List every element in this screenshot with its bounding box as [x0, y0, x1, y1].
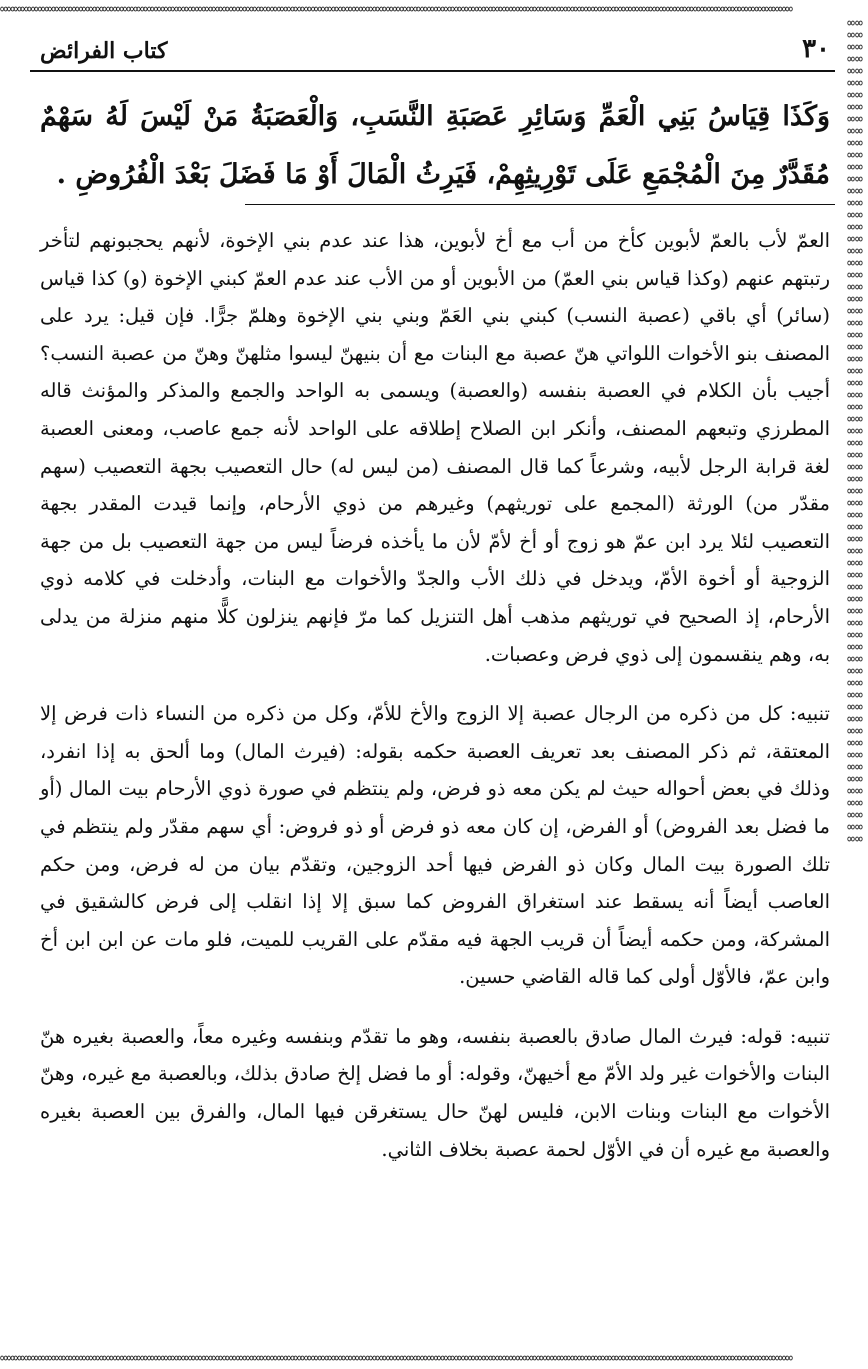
header-rule — [30, 70, 835, 72]
bottom-chain-border: ∞∞∞∞∞∞∞∞∞∞∞∞∞∞∞∞∞∞∞∞∞∞∞∞∞∞∞∞∞∞∞∞∞∞∞∞∞∞∞∞∞∞∞∞∞∞∞∞∞∞∞∞∞∞∞∞∞∞∞∞∞∞∞∞∞∞∞∞∞∞∞∞∞∞∞∞∞∞∞∞∞∞∞∞∞∞∞∞∞∞∞∞∞∞∞∞∞∞∞∞∞∞∞∞∞∞∞∞∞∞∞∞∞∞∞∞ — [0, 1351, 792, 1366]
top-chain-border: ∞∞∞∞∞∞∞∞∞∞∞∞∞∞∞∞∞∞∞∞∞∞∞∞∞∞∞∞∞∞∞∞∞∞∞∞∞∞∞∞∞∞∞∞∞∞∞∞∞∞∞∞∞∞∞∞∞∞∞∞∞∞∞∞∞∞∞∞∞∞∞∞∞∞∞∞∞∞∞∞∞∞∞∞∞∞∞∞∞∞∞∞∞∞∞∞∞∞∞∞∞∞∞∞∞∞∞∞∞∞∞∞∞∞∞∞ — [0, 2, 792, 17]
commentary-paragraph: العمّ لأب بالعمّ لأبوين كأخ من أب مع أخ لأبوين، هذا عند عدم بني الإخوة، لأنهم يحجبونهم لتأخر رتبتهم عنهم (وكذا قياس بني العمّ) من الأبوين أو من الأب عند عدم العمّ كبني الإخوة (و) كذا قياس (سائر) أي باقي (عصبة النسب) كبني بني العَمّ وبني بني الإخوة وهلمّ جرًّا. فإن قيل: يرد على المصنف بنو الأخوات اللواتي هنّ عصبة مع البنات مع أن بنيهنّ ليسوا مثلهنّ وهنّ من عصبة النسب؟ أجيب بأن الكلام في العصبة بنفسه (والعصبة) ويسمى به الواحد والجمع والمذكر والمؤنث قاله المطرزي وتبعهم المصنف، وأنكر ابن الصلاح إطلاقه على الواحد لأنه جمع عاصب، ومعنى العصبة لغة قرابة الرجل لأبيه، وشرعاً كما قال المصنف (من ليس له) حال التعصيب بجهة التعصيب (سهم مقدّر من) الورثة (المجمع على توريثهم) وغيرهم من ذوي الأرحام، وإنما قيدت المقدر بجهة التعصيب لئلا يرد ابن عمّ هو زوج أو أخ لأمّ لأن ما يأخذه فرضاً ليس من جهة التعصيب بل من جهة الزوجية أو أخوة الأمّ، ويدخل في ذلك الأب والجدّ والأخوات مع البنات، وأدخلت في كلامه ذوي الأرحام، إذ الصحيح في توريثهم مذهب أهل التنزيل كما مرّ فإنهم ينزلون كلًّا منهم منزلة من يدلى به، وهم ينقسمون إلى ذوي فرض وعصبات. — [40, 229, 830, 666]
right-chain-border: ∞∞∞∞∞∞∞∞∞∞∞∞∞∞∞∞∞∞∞∞∞∞∞∞∞∞∞∞∞∞∞∞∞∞∞∞∞∞∞∞∞∞∞∞∞∞∞∞∞∞∞∞∞∞∞∞∞∞∞∞∞∞∞∞∞∞∞∞∞∞∞∞∞∞∞∞∞∞∞∞∞∞∞∞∞∞∞∞∞∞∞∞∞∞∞∞∞∞∞∞∞∞∞∞∞∞∞∞∞∞∞∞∞∞∞∞∞∞∞∞∞∞∞∞∞∞∞∞∞∞∞∞∞∞∞∞∞∞ — [847, 18, 863, 847]
commentary — [40, 222, 830, 1168]
main-text: وَكَذَا قِيَاسُ بَنِي الْعَمِّ وَسَائِرِ عَصَبَةِ النَّسَبِ، وَالْعَصَبَةُ مَنْ لَيْسَ لَهُ سَهْمٌ مُقَدَّرٌ مِنَ الْمُجْمَعِ عَلَى تَوْرِيثِهِمْ، فَيَرِثُ الْمَالَ أَوْ مَا فَضَلَ بَعْدَ الْفُرُوضِ . — [40, 101, 830, 190]
commentary-paragraph: تنبيه: كل من ذكره من الرجال عصبة إلا الزوج والأخ للأمّ، وكل من ذكره من النساء ذات فرض إلا المعتقة، ثم ذكر المصنف بعد تعريف العصبة حكمه بقوله: (فيرث المال) وما ألحق به إذا انفرد، وذلك في بعض أحواله حيث لم يكن معه ذو فرض، ولم ينتظم في صورة ذوي الأرحام بيت المال (أو ما فضل بعد الفروض) أو الفرض، إن كان معه ذو فرض أو ذو فروض: أي سهم مقدّر ولم ينتظم في تلك الصورة بيت المال وكان ذو الفرض فيها أحد الزوجين، وتقدّم بيان من له فرض، ومن حكم العاصب أيضاً أنه يسقط عند استغراق الفروض كما سبق إلا إذا انقلب إلى فرض كالشقيق في المشركة، ومن حكمه أيضاً أن قريب الجهة فيه مقدّم على القريب للميت، فلو مات عن ابن ابن أخ وابن عمّ، فالأوّل أولى كما قاله القاضي حسين. — [40, 702, 830, 989]
page-header — [40, 30, 830, 70]
page-number: ٣٠ — [802, 34, 830, 64]
running-title: كتاب الفرائض — [40, 38, 168, 64]
main-text-rule — [245, 204, 835, 205]
commentary-paragraph: تنبيه: قوله: فيرث المال صادق بالعصبة بنفسه، وهو ما تقدّم وبنفسه وغيره معاً، والعصبة بغيره هنّ البنات والأخوات غير ولد الأمّ مع أخيهنّ، وقوله: أو ما فضل إلخ صادق بذلك، وبالعصبة مع غيره، وهنّ الأخوات مع البنات وبنات الابن، فليس لهنّ حال يستغرقن فيها المال، والفرق بين العصبة بغيره والعصبة مع غيره أن في الأوّل لحمة عصبة بخلاف الثاني. — [40, 1024, 830, 1161]
